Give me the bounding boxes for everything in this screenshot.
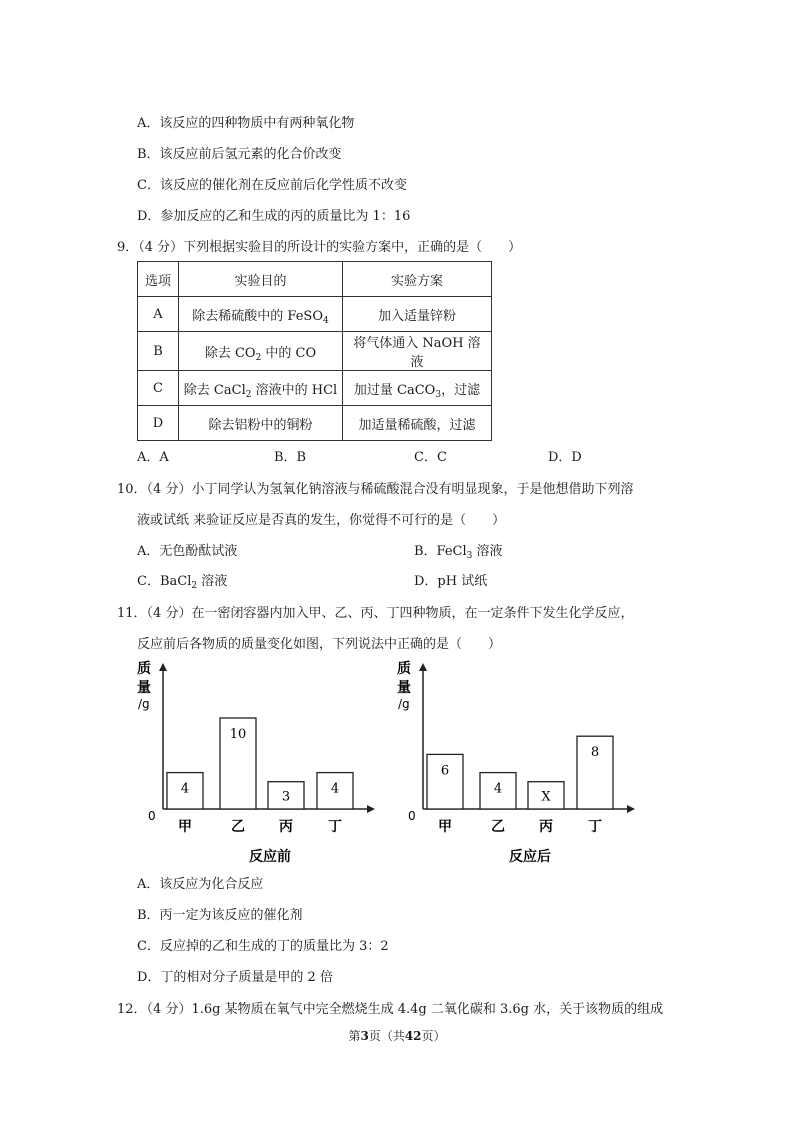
table-row: [138, 297, 492, 332]
q9-answer-b: B．B: [274, 450, 307, 465]
table-header-cell: 实验目的: [179, 262, 343, 297]
y-axis-arrow: [419, 663, 427, 671]
bar-value-label: 8: [590, 745, 600, 761]
table-cell-purpose: 除去铝粉中的铜粉: [179, 406, 343, 441]
table-cell-option: A: [138, 297, 179, 332]
table-cell-purpose: 除去 $CO_2$ 中的 CO: [179, 332, 343, 371]
q12-stem: 12．（4 分）1.6g 某物质在氧气中完全燃烧生成 4.4g 二氧化碳和 3.6g 水，关于该物质的组成: [117, 1002, 664, 1017]
bar-value-label: X: [541, 789, 551, 805]
origin-label: 0: [408, 809, 416, 823]
y-axis-label-char: 量: [137, 680, 151, 696]
q9-experiment-table: [137, 261, 492, 441]
chart-before: [130, 655, 380, 870]
chart-title: 反应后: [509, 849, 551, 865]
x-tick-label: 乙: [231, 819, 245, 835]
table-cell-option: B: [138, 332, 179, 371]
y-axis-unit: /g: [138, 697, 150, 711]
q8-option-b: B．该反应前后氢元素的化合价改变: [137, 147, 342, 162]
page-footer: 第3页（共42页）: [348, 1029, 446, 1043]
y-axis-label-char: 质: [137, 661, 151, 677]
table-cell-option: C: [138, 371, 179, 406]
page-total: 42: [404, 1029, 422, 1043]
q8-option-c: C．该反应的催化剂在反应前后化学性质不改变: [137, 178, 407, 193]
q10-option-d: D．pH 试纸: [414, 574, 488, 589]
q8-option-a: A．该反应的四种物质中有两种氧化物: [137, 116, 355, 131]
q11-option-c: C．反应掉的乙和生成的丁的质量比为 3：2: [137, 939, 389, 954]
q11-option-a: A．该反应为化合反应: [137, 877, 264, 892]
q8-option-d: D．参加反应的乙和生成的丙的质量比为 1：16: [137, 209, 411, 224]
table-cell-plan: 加适量稀硫酸，过滤: [343, 406, 492, 441]
table-cell-plan: 加过量 CaCO$_3$，过滤: [343, 371, 492, 406]
q9-answer-d: D．D: [548, 450, 582, 465]
bar-value-label: 6: [440, 763, 450, 779]
q9-answer-c: C．C: [414, 450, 447, 465]
y-axis-arrow: [159, 663, 167, 671]
table-cell-option: D: [138, 406, 179, 441]
bar-value-label: 3: [281, 789, 291, 805]
x-tick-label: 丁: [588, 819, 602, 835]
origin-label: 0: [148, 809, 156, 823]
chart-after: [390, 655, 640, 870]
x-tick-label: 甲: [438, 819, 452, 835]
q10-option-a: A．无色酚酞试液: [137, 544, 238, 559]
table-cell-purpose: 除去稀硫酸中的 FeSO$_4$: [179, 297, 343, 332]
q11-option-b: B．丙一定为该反应的催化剂: [137, 908, 303, 923]
chart-title: 反应前: [249, 849, 291, 865]
x-axis-arrow: [627, 805, 635, 813]
q9-answer-a: A．A: [137, 450, 169, 465]
q9-stem: 9．（4 分）下列根据实验目的所设计的实验方案中，正确的是（ ）: [117, 240, 522, 255]
q10-option-b: B．FeCl$_3$ 溶液: [414, 544, 503, 561]
table-cell-purpose: 除去 CaCl$_2$ 溶液中的 HCl: [179, 371, 343, 406]
y-axis-unit: /g: [398, 697, 410, 711]
q11-option-d: D．丁的相对分子质量是甲的 2 倍: [137, 970, 333, 985]
table-row: [138, 332, 492, 371]
bar-value-label: 4: [330, 781, 340, 797]
table-row: [138, 371, 492, 406]
table-cell-plan: 将气体通入 NaOH 溶液: [343, 332, 492, 371]
page-number: 3: [360, 1029, 369, 1043]
q10-stem-line2: 液或试纸 来验证反应是否真的发生，你觉得不可行的是（ ）: [137, 513, 506, 528]
table-header-row: [138, 262, 492, 297]
x-axis-arrow: [367, 805, 375, 813]
x-tick-label: 丙: [539, 819, 553, 835]
table-row: [138, 406, 492, 441]
y-axis-label-char: 量: [397, 680, 411, 696]
x-tick-label: 乙: [491, 819, 505, 835]
q11-stem-line1: 11．（4 分）在一密闭容器内加入甲、乙、丙、丁四种物质，在一定条件下发生化学反应，: [117, 606, 634, 621]
q11-stem-line2: 反应前后各物质的质量变化如图，下列说法中正确的是（ ）: [137, 637, 502, 652]
table-header-cell: 选项: [138, 262, 179, 297]
x-tick-label: 丙: [279, 819, 293, 835]
table-header-cell: 实验方案: [343, 262, 492, 297]
bar-value-label: 10: [229, 727, 247, 742]
x-tick-label: 甲: [178, 819, 192, 835]
q10-option-c: C．BaCl$_2$ 溶液: [137, 574, 228, 591]
bar-value-label: 4: [180, 781, 190, 797]
bar-value-label: 4: [493, 781, 503, 797]
table-cell-plan: 加入适量锌粉: [343, 297, 492, 332]
y-axis-label-char: 质: [397, 661, 411, 677]
q10-stem-line1: 10．（4 分）小丁同学认为氢氧化钠溶液与稀硫酸混合没有明显现象，于是他想借助下列溶: [117, 482, 634, 497]
x-tick-label: 丁: [328, 819, 342, 835]
